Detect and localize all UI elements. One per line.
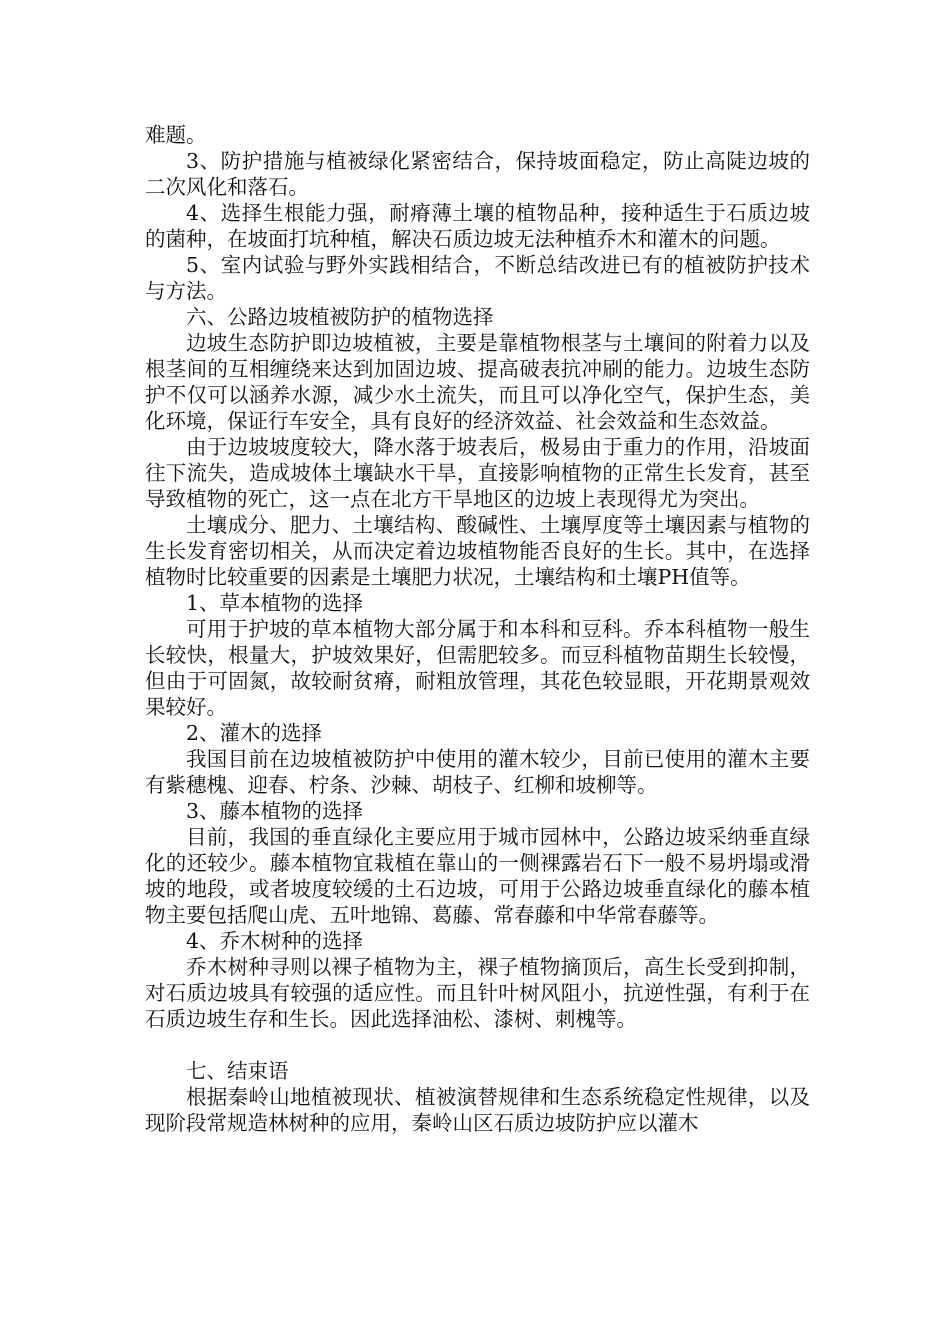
paragraph: 我国目前在边坡植被防护中使用的灌木较少，目前已使用的灌木主要有紫穗槐、迎春、柠条、沙棘、胡枝子、红柳和坡柳等。 (145, 747, 810, 797)
section-heading: 1、草本植物的选择 (186, 591, 364, 615)
section-heading: 七、结束语 (186, 1059, 289, 1083)
paragraph: 根据秦岭山地植被现状、植被演替规律和生态系统稳定性规律，以及现阶段常规造林树种的应用，秦岭山区石质边坡防护应以灌木 (145, 1085, 810, 1135)
paragraph: 土壤成分、肥力、土壤结构、酸碱性、土壤厚度等土壤因素与植物的生长发育密切相关，从而决定着边坡植物能否良好的生长。其中，在选择植物时比较重要的因素是土壤肥力状况，土壤结构和土壤PH值等。 (145, 513, 810, 589)
paragraph-gap (145, 1032, 810, 1058)
paragraph: 4、选择生根能力强，耐瘠薄土壤的植物品种，接种适生于石质边坡的菌种，在坡面打坑种植，解决石质边坡无法种植乔木和灌木的问题。 (145, 201, 810, 251)
section-heading: 3、藤本植物的选择 (186, 799, 364, 823)
section-heading: 六、公路边坡植被防护的植物选择 (186, 305, 494, 329)
paragraph: 可用于护坡的草本植物大部分属于和本科和豆科。乔本科植物一般生长较快，根量大，护坡效果好，但需肥较多。而豆科植物苗期生长较慢，但由于可固氮，故较耐贫瘠，耐粗放管理，其花色较显眼，开花期景观效果较好。 (145, 617, 810, 719)
paragraph: 难题。 (145, 123, 207, 147)
section-heading: 4、乔木树种的选择 (186, 929, 364, 953)
paragraph: 5、室内试验与野外实践相结合，不断总结改进已有的植被防护技术与方法。 (145, 253, 810, 303)
paragraph: 目前，我国的垂直绿化主要应用于城市园林中，公路边坡采纳垂直绿化的还较少。藤本植物宜栽植在靠山的一侧裸露岩石下一般不易坍塌或滑坡的地段，或者坡度较缓的土石边坡，可用于公路边坡垂直绿化的藤本植物主要包括爬山虎、五叶地锦、葛藤、常春藤和中华常春藤等。 (145, 825, 810, 927)
paragraph: 乔木树种寻则以裸子植物为主，裸子植物摘顶后，高生长受到抑制，对石质边坡具有较强的适应性。而且针叶树风阻小，抗逆性强，有利于在石质边坡生存和生长。因此选择油松、漆树、刺槐等。 (145, 955, 810, 1031)
paragraph: 由于边坡坡度较大，降水落于坡表后，极易由于重力的作用，沿坡面往下流失，造成坡体土壤缺水干旱，直接影响植物的正常生长发育，甚至导致植物的死亡，这一点在北方干旱地区的边坡上表现得尤为突出。 (145, 435, 810, 511)
document-body (145, 122, 810, 1136)
paragraph: 边坡生态防护即边坡植被，主要是靠植物根茎与土壤间的附着力以及根茎间的互相缠绕来达到加固边坡、提高破表抗冲刷的能力。边坡生态防护不仅可以涵养水源，减少水土流失，而且可以净化空气，保护生态，美化环境，保证行车安全，具有良好的经济效益、社会效益和生态效益。 (145, 331, 810, 433)
section-heading: 2、灌木的选择 (186, 721, 323, 745)
paragraph: 3、防护措施与植被绿化紧密结合，保持坡面稳定，防止高陡边坡的二次风化和落石。 (145, 149, 810, 199)
